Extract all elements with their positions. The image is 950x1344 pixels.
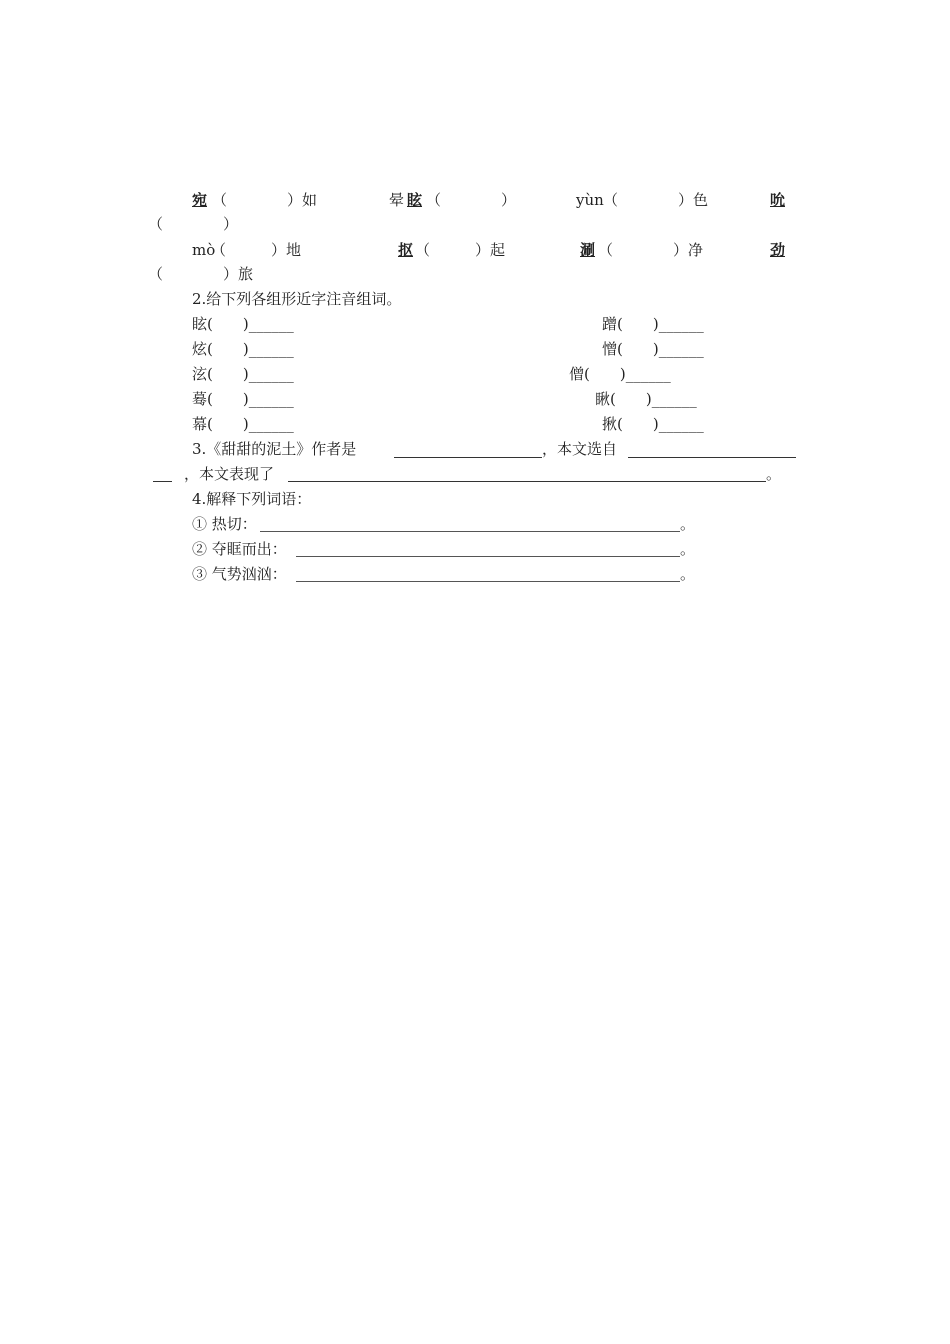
q1-pinyin-mo: mò [192,241,216,259]
q1-char-kou: 抠 [398,241,414,259]
q1-char-wan: 宛 [192,191,208,209]
q4-answer-line [260,517,680,532]
q1-char-shuan: 涮 [580,241,596,259]
q2-left-item: 炫( )______ [192,340,294,358]
q3-theme-blank [288,467,766,482]
q4-heading: 4.解释下列词语： [192,490,312,508]
q4-end: 。 [680,515,696,533]
q2-right-item: 揪( )______ [602,415,704,433]
q4-end: 。 [680,540,696,558]
q2-heading: 2.给下列各组形近字注音组词。 [192,290,402,308]
q2-left-item: 眩( )______ [192,315,294,333]
q1-char-jin: 劲 [770,241,786,259]
q2-left-item: 幕( )______ [192,415,294,433]
q3-source-blank-cont [153,467,172,482]
q2-right-item: 蹭( )______ [602,315,704,333]
q1-paren-4: （ ） [148,215,239,233]
q1-paren-3: （ ）色 [603,191,709,209]
q1-char-xuan: 眩 [407,191,423,209]
q1-paren-2: （ ） [426,191,517,209]
q4-item: ① 热切： [192,515,257,533]
q3-end: 。 [766,465,782,483]
q2-right-item: 瞅( )______ [595,390,697,408]
q1-paren-8: （ ）旅 [148,265,254,283]
q1-pinyin-yun: yùn [576,191,604,209]
q4-item: ③ 气势汹汹： [192,565,287,583]
q2-left-item: 蓦( )______ [192,390,294,408]
q3-author-blank [394,443,542,458]
q1-paren-7: （ ）净 [598,241,704,259]
q1-paren-1: （ ）如 [212,191,318,209]
q1-paren-5: （ ）地 [211,241,302,259]
q3-source-blank [628,443,796,458]
q4-end: 。 [680,565,696,583]
q2-left-item: 泫( )______ [192,365,294,383]
q1-prefix-yun: 晕 [389,191,405,209]
q2-right-item: 僧( )______ [569,365,671,383]
q4-answer-line [296,567,680,582]
q3-mid: ，本文选自 [542,440,618,458]
q1-char-shun: 吮 [770,191,786,209]
q3-cont: ，本文表现了 [184,465,275,483]
q4-item: ② 夺眶而出： [192,540,287,558]
q1-paren-6: （ ）起 [415,241,506,259]
q4-answer-line [296,542,680,557]
q3-prefix: 3.《甜甜的泥土》作者是 [192,440,357,458]
q2-right-item: 憎( )______ [602,340,704,358]
